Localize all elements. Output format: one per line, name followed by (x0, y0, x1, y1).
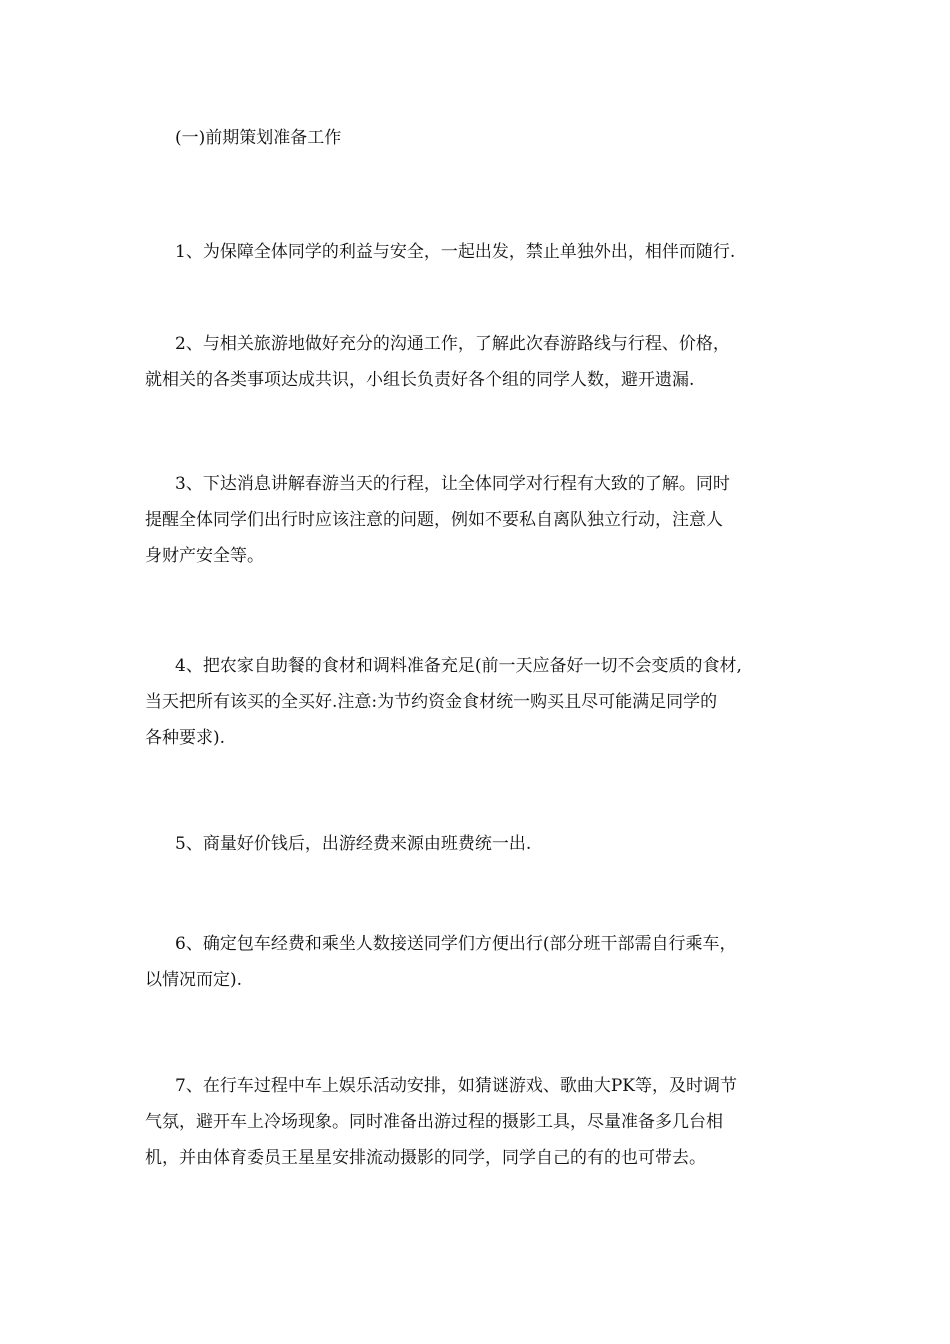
paragraph-line: 各种要求). (145, 728, 226, 748)
paragraph-7 (145, 1068, 815, 1176)
paragraph-line: 6、确定包车经费和乘坐人数接送同学们方便出行(部分班干部需自行乘车， (175, 934, 737, 954)
paragraph-line: 气氛，避开车上冷场现象。同时准备出游过程的摄影工具，尽量准备多几台相 (145, 1112, 723, 1132)
paragraph-line: 提醒全体同学们出行时应该注意的问题，例如不要私自离队独立行动，注意人 (145, 510, 723, 530)
paragraph-1 (145, 234, 815, 270)
paragraph-line: 3、下达消息讲解春游当天的行程，让全体同学对行程有大致的了解。同时 (175, 474, 730, 494)
paragraph-line: 5、商量好价钱后，出游经费来源由班费统一出. (175, 834, 532, 854)
paragraph-line: 机，并由体育委员王星星安排流动摄影的同学，同学自己的有的也可带去。 (145, 1148, 706, 1168)
paragraph-line: 4、把农家自助餐的食材和调料准备充足(前一天应备好一切不会变质的食材, (175, 656, 742, 676)
paragraph-5 (145, 826, 815, 862)
paragraph-line: 7、在行车过程中车上娱乐活动安排，如猜谜游戏、歌曲大PK等，及时调节 (175, 1076, 737, 1096)
paragraph-line: 1、为保障全体同学的利益与安全，一起出发，禁止单独外出，相伴而随行. (175, 242, 736, 262)
section-heading: (一)前期策划准备工作 (175, 128, 342, 148)
paragraph-3 (145, 466, 815, 574)
paragraph-line: 身财产安全等。 (145, 546, 264, 566)
paragraph-4 (145, 648, 815, 756)
paragraph-line: 以情况而定). (145, 970, 243, 990)
paragraph-line: 就相关的各类事项达成共识，小组长负责好各个组的同学人数，避开遗漏. (145, 370, 695, 390)
paragraph-2 (145, 326, 815, 398)
paragraph-6 (145, 926, 815, 998)
paragraph-line: 2、与相关旅游地做好充分的沟通工作，了解此次春游路线与行程、价格， (175, 334, 730, 354)
paragraph-line: 当天把所有该买的全买好.注意:为节约资金食材统一购买且尽可能满足同学的 (145, 692, 718, 712)
